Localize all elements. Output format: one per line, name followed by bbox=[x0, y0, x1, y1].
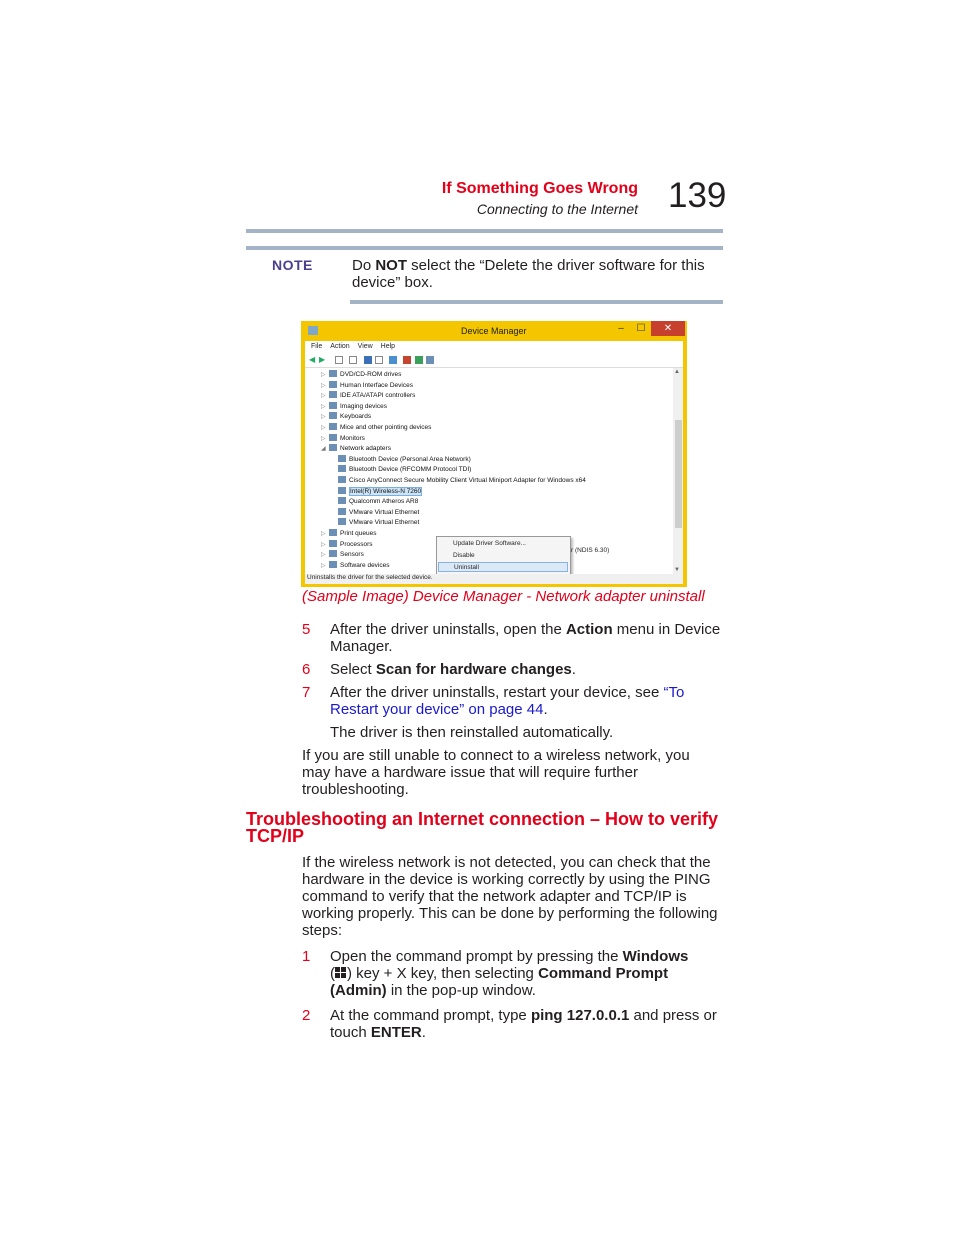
device-icon bbox=[329, 423, 337, 430]
tree-item[interactable] bbox=[321, 412, 371, 422]
device-icon bbox=[329, 370, 337, 377]
device-icon bbox=[329, 529, 337, 536]
header-rule bbox=[246, 229, 723, 233]
tree-item-label: Software devices bbox=[340, 561, 390, 569]
step-1 bbox=[302, 948, 722, 999]
tree-item[interactable] bbox=[336, 497, 418, 507]
tree-item-label: Print queues bbox=[340, 530, 377, 537]
device-icon bbox=[329, 561, 337, 568]
device-icon bbox=[338, 465, 346, 472]
tree-item[interactable] bbox=[321, 561, 390, 571]
menu-file[interactable]: File bbox=[311, 343, 323, 350]
tree-item-label: Cisco AnyConnect Secure Mobility Client Virtual Miniport Adapter for Windows x64 bbox=[349, 477, 586, 484]
tree-item-label: Intel(R) Wireless-N 7260 bbox=[350, 487, 422, 495]
step-text: After the driver uninstalls, restart your device, see “To Restart your device” on page 44. bbox=[330, 684, 685, 718]
tree-item-label: Processors bbox=[340, 540, 373, 548]
tree-item-label: DVD/CD-ROM drives bbox=[340, 371, 402, 378]
close-icon[interactable]: ✕ bbox=[651, 321, 685, 336]
uninstall-icon[interactable] bbox=[403, 356, 411, 364]
tree-item[interactable] bbox=[336, 508, 419, 518]
disable-icon[interactable] bbox=[426, 356, 434, 364]
adapter-suffix-text: r (NDIS 6.30) bbox=[571, 547, 610, 554]
tree-item[interactable] bbox=[336, 518, 419, 528]
tree-item-label: Imaging devices bbox=[340, 402, 387, 410]
expanded-arrow-icon[interactable]: ◢ bbox=[321, 446, 326, 453]
ctx-update-driver[interactable]: Update Driver Software... bbox=[453, 540, 526, 547]
device-icon bbox=[338, 487, 346, 494]
update-icon[interactable] bbox=[389, 356, 397, 364]
help-icon[interactable] bbox=[364, 356, 372, 364]
tree-item[interactable] bbox=[336, 487, 422, 497]
minimize-icon[interactable]: – bbox=[618, 323, 624, 334]
figure-caption: (Sample Image) Device Manager - Network adapter uninstall bbox=[302, 588, 705, 605]
scan-icon[interactable] bbox=[375, 356, 383, 364]
device-icon bbox=[329, 540, 337, 547]
tree-item-label: Monitors bbox=[340, 434, 365, 442]
tree-item[interactable] bbox=[321, 540, 373, 550]
step-number: 6 bbox=[302, 661, 311, 678]
device-icon bbox=[338, 476, 346, 483]
back-icon[interactable]: ◀ bbox=[309, 355, 316, 364]
menu-view[interactable]: View bbox=[357, 343, 373, 350]
step-text: Select Scan for hardware changes. bbox=[330, 661, 576, 678]
step-text: After the driver uninstalls, open the Action menu in Device Manager. bbox=[330, 621, 721, 655]
forward-icon[interactable]: ▶ bbox=[319, 355, 326, 364]
tree-item-label: Human Interface Devices bbox=[340, 381, 413, 389]
device-tree bbox=[305, 368, 683, 574]
tree-item[interactable] bbox=[336, 476, 586, 486]
still-unable-text: If you are still unable to connect to a wireless network, you may have a hardware issue that will require further troubleshooting. bbox=[302, 747, 690, 798]
collapsed-arrow-icon[interactable]: ▷ bbox=[321, 425, 326, 431]
device-icon bbox=[338, 508, 346, 515]
device-icon bbox=[329, 402, 337, 409]
tree-item-label: VMware Virtual Ethernet bbox=[349, 519, 420, 527]
chapter-title: If Something Goes Wrong bbox=[441, 180, 638, 197]
step-number: 1 bbox=[302, 948, 311, 965]
collapsed-arrow-icon[interactable]: ▷ bbox=[321, 393, 326, 400]
tree-item-label: Bluetooth Device (RFCOMM Protocol TDI) bbox=[349, 466, 472, 474]
properties-icon[interactable] bbox=[349, 356, 357, 364]
scroll-up-icon[interactable]: ▲ bbox=[674, 369, 680, 375]
tree-item-label: Sensors bbox=[340, 551, 364, 559]
tree-item[interactable] bbox=[321, 550, 364, 560]
step-number: 2 bbox=[302, 1007, 311, 1024]
collapsed-arrow-icon[interactable]: ▷ bbox=[321, 403, 326, 410]
note-bottom-rule bbox=[350, 300, 723, 304]
step-7 bbox=[302, 684, 722, 718]
status-text: Uninstalls the driver for the selected device. bbox=[307, 574, 433, 581]
tree-item[interactable] bbox=[321, 391, 415, 401]
note-top-rule bbox=[246, 246, 723, 250]
tree-item-label: VMware Virtual Ethernet bbox=[349, 508, 420, 516]
step-number: 5 bbox=[302, 621, 311, 638]
device-icon bbox=[329, 391, 337, 398]
device-icon bbox=[329, 444, 337, 451]
window-title: Device Manager bbox=[461, 326, 527, 336]
menu-action[interactable]: Action bbox=[330, 343, 350, 350]
intro-text: If the wireless network is not detected, you can check that the hardware in the device is working correctly by using the PING command to verify that the network adapter and TCP/IP is working properly. This can be done by performing the following steps: bbox=[302, 854, 718, 939]
tree-item[interactable] bbox=[321, 370, 401, 380]
collapsed-arrow-icon[interactable]: ▷ bbox=[321, 435, 326, 442]
tree-item-label: Qualcomm Atheros AR8 bbox=[349, 498, 419, 506]
tree-item-label: Mice and other pointing devices bbox=[340, 424, 432, 431]
step-2 bbox=[302, 1007, 722, 1041]
tree-item[interactable] bbox=[336, 455, 471, 465]
toolbar bbox=[305, 353, 683, 368]
step-text: Open the command prompt by pressing the Windows ( ) key + X key, then selecting Command Prompt (Admin) in the pop-up window. bbox=[330, 948, 689, 999]
scroll-thumb[interactable] bbox=[675, 420, 682, 528]
view-icon[interactable] bbox=[335, 356, 343, 364]
tree-item[interactable] bbox=[336, 465, 471, 475]
step-5 bbox=[302, 621, 722, 655]
maximize-icon[interactable]: ☐ bbox=[636, 323, 646, 334]
device-icon bbox=[329, 381, 337, 388]
collapsed-arrow-icon[interactable]: ▷ bbox=[321, 414, 326, 421]
collapsed-arrow-icon[interactable]: ▷ bbox=[321, 541, 326, 548]
device-icon bbox=[338, 518, 346, 525]
tree-item[interactable] bbox=[321, 434, 365, 444]
reinstalled-text: The driver is then reinstalled automatically. bbox=[330, 724, 614, 741]
collapsed-arrow-icon[interactable]: ▷ bbox=[321, 562, 326, 569]
device-icon bbox=[338, 497, 346, 504]
step-6 bbox=[302, 661, 722, 678]
device-icon bbox=[329, 412, 337, 419]
device-icon bbox=[329, 434, 337, 441]
device-manager-icon bbox=[308, 326, 318, 335]
window-titlebar bbox=[303, 321, 685, 341]
tree-item[interactable] bbox=[321, 423, 431, 433]
device-icon bbox=[329, 550, 337, 557]
ctx-disable[interactable]: Disable bbox=[453, 552, 475, 559]
context-menu bbox=[436, 536, 571, 574]
tree-item-label: Keyboards bbox=[340, 413, 372, 421]
device-icon bbox=[338, 455, 346, 462]
step-number: 7 bbox=[302, 684, 311, 701]
tree-item[interactable] bbox=[321, 381, 413, 391]
windows-key-icon bbox=[335, 967, 347, 979]
tree-item-label: Network adapters bbox=[340, 445, 391, 453]
tree-item-label: Bluetooth Device (Personal Area Network) bbox=[349, 455, 471, 463]
step-text: At the command prompt, type ping 127.0.0.1 and press or touch ENTER. bbox=[330, 1007, 717, 1041]
section-heading: Troubleshooting an Internet connection – How to verify TCP/IP bbox=[246, 809, 719, 846]
scroll-down-icon[interactable]: ▼ bbox=[674, 567, 680, 573]
section-title: Connecting to the Internet bbox=[476, 201, 638, 217]
collapsed-arrow-icon[interactable]: ▷ bbox=[321, 531, 326, 537]
device-manager-screenshot bbox=[301, 321, 687, 587]
menu-bar bbox=[305, 341, 683, 353]
collapsed-arrow-icon[interactable]: ▷ bbox=[321, 552, 326, 559]
tree-item[interactable] bbox=[321, 444, 391, 454]
collapsed-arrow-icon[interactable]: ▷ bbox=[321, 382, 326, 389]
menu-help[interactable]: Help bbox=[380, 343, 396, 350]
page-number: 139 bbox=[668, 176, 727, 215]
status-bar bbox=[305, 574, 683, 584]
note-text: Do NOT select the “Delete the driver software for this device” box. bbox=[352, 257, 705, 291]
ctx-uninstall[interactable]: Uninstall bbox=[438, 562, 568, 572]
tree-item-label: IDE ATA/ATAPI controllers bbox=[340, 392, 416, 400]
tree-item[interactable] bbox=[321, 529, 377, 539]
enable-icon[interactable] bbox=[415, 356, 423, 364]
tree-scrollbar[interactable] bbox=[673, 368, 683, 574]
tree-item[interactable] bbox=[321, 402, 387, 412]
restart-link[interactable]: “To Restart your device” on page 44 bbox=[330, 684, 685, 718]
note-label: NOTE bbox=[272, 257, 313, 273]
collapsed-arrow-icon[interactable]: ▷ bbox=[321, 372, 326, 378]
